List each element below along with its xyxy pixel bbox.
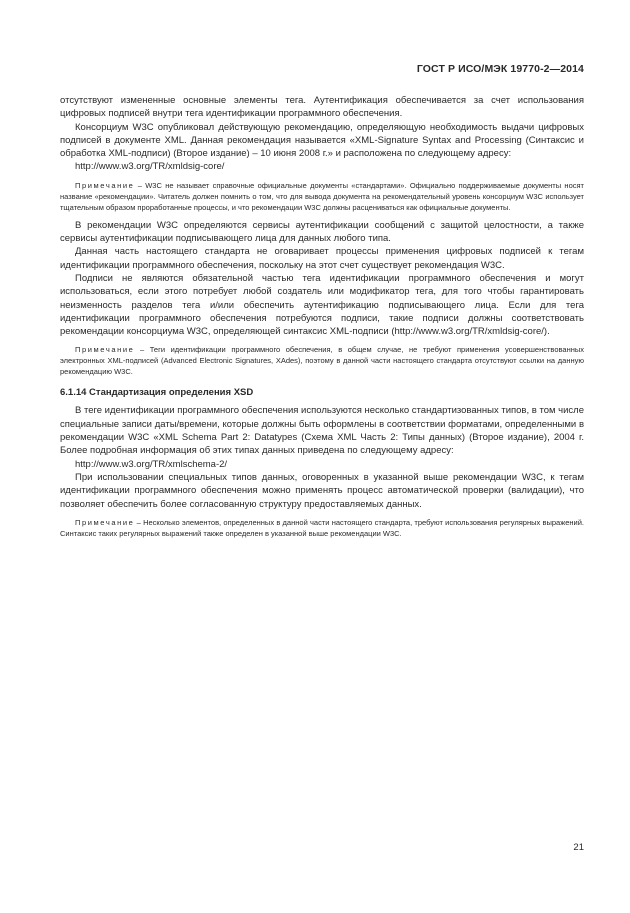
paragraph-7: При использовании специальных типов данных, оговоренных в указанной выше рекомендации W3C, к тегам идентификации программного обеспечения можно применять процесс автоматической проверки (валидации), что позволяет обеспечить более согласованную структуру предоставляемых данных.: [60, 471, 584, 510]
paragraph-2: Консорциум W3C опубликовал действующую рекомендацию, определяющую необходимость выдачи цифровых подписей в документе XML. Данная рекомендация называется «XML-Signature Syntax and Processing (Синтаксис и обработка XML-подписи) (Второе издание) – 10 июня 2008 г.» и расположена по следующему адресу:: [60, 121, 584, 160]
note-3: [60, 517, 584, 539]
paragraph-1: отсутствуют измененные основные элементы тега. Аутентификация обеспечивается за счет использования цифровых подписей внутри тега идентификации программного обеспечения.: [60, 95, 584, 120]
paragraph-4: Данная часть настоящего стандарта не оговаривает процессы применения цифровых подписей к тегам идентификации программного обеспечения, поскольку на этот счет существует рекомендация W3C.: [60, 246, 584, 271]
note-label: Примечание: [75, 517, 135, 527]
note-label: Примечание: [75, 345, 135, 355]
note-text: – Несколько элементов, определенных в данной части настоящего стандарта, требуют использования регулярных выражений. Синтаксис таких регулярных выражений также определен в указанной выше рекомендации W3C.: [60, 517, 584, 538]
note-label: Примечание: [75, 180, 135, 190]
document-body: [60, 94, 584, 545]
paragraph-3: В рекомендации W3C определяются сервисы аутентификации сообщений с защитой целостности, а также сервисы аутентификации подписывающего лица для данных любого типа.: [60, 219, 584, 245]
document-page: [60, 0, 584, 913]
paragraph-5: Подписи не являются обязательной частью тега идентификации программного обеспечения и могут использоваться, если этого потребует любой создатель или модификатор тега, для того чтобы гарантировать неизменность разделов тега и/или обеспечить аутентификацию подписывающего лица. Если для тега идентификации программного обеспечения потребуются подписи, такие подписи должны соответствовать рекомендации консорциума W3C, определяющей синтаксис XML-подписи (http://www.w3.org/TR/xmldsig-core/).: [60, 272, 584, 338]
note-text: – Теги идентификации программного обеспечения, в общем случае, не требуют применения усовершенствованных электронных XML-подписей (Advanced Electronic Signatures, XAdes), поэтому в данной части настоящего стандарта отсутствуют ссылки на данную рекомендацию W3C.: [60, 345, 584, 377]
paragraph-6: В теге идентификации программного обеспечения используются несколько стандартизованных типов, в том числе специальные записи даты/времени, которые должны быть оформлены в соответствии форматами, определенными в рекомендации W3C «XML Schema Part 2: Datatypes (Схема XML Часть 2: Типы данных) (Второе издание), 2004 г. Более подробная информация об этих типах данных приведена по следующему адресу:: [60, 405, 584, 457]
page-number: 21: [573, 842, 584, 853]
note-2: [60, 344, 584, 377]
section-heading: 6.1.14 Стандартизация определения XSD: [60, 387, 254, 399]
url-xmldsig: http://www.w3.org/TR/xmldsig-core/: [75, 161, 225, 173]
note-1: [60, 180, 584, 213]
url-xmlschema: http://www.w3.org/TR/xmlschema-2/: [75, 458, 228, 470]
document-header: ГОСТ Р ИСО/МЭК 19770-2—2014: [416, 63, 584, 75]
note-text: – W3C не называет справочные официальные документы «стандартами». Официально поддерживаемые документы носят название «рекомендации». Читатель должен помнить о том, что для вывода документа на рекомендательный уровень консорциум W3C использует тщательным образом проработанные процессы, и что рекомендации W3C должны расцениваться как официальные документы.: [60, 180, 584, 212]
